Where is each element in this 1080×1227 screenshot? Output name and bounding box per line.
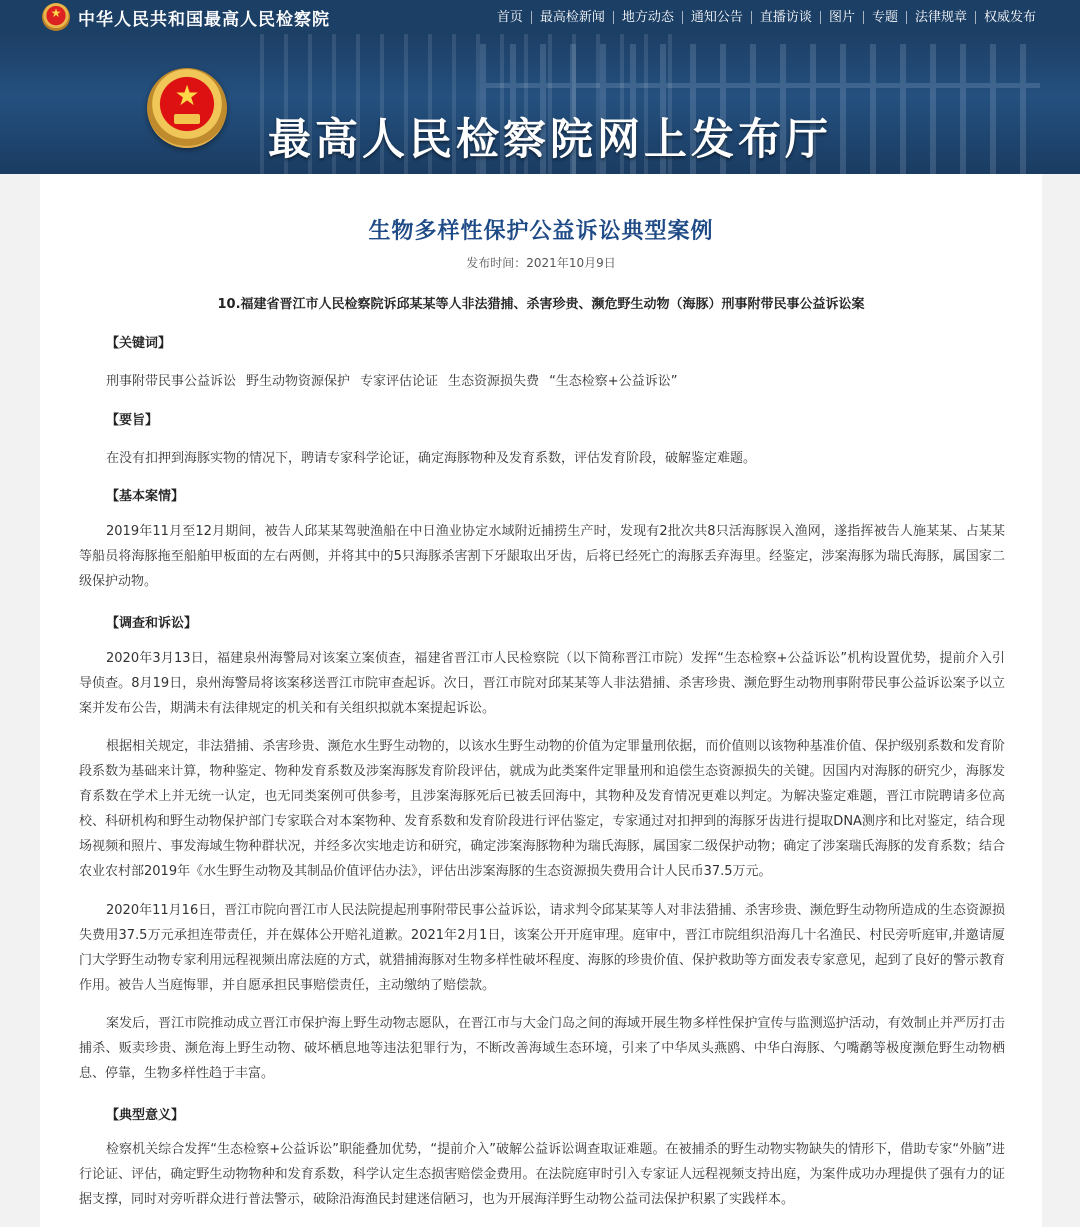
gist-heading: 【要旨】 xyxy=(106,413,159,428)
procuratorate-emblem-icon xyxy=(42,3,70,31)
gist-text: 在没有扣押到海豚实物的情况下，聘请专家科学论证，确定海豚物种及发育系数，评估发育阶段，破解鉴定难题。 xyxy=(106,451,757,466)
publish-date xyxy=(40,254,1042,271)
facts-paragraph: 2019年11月至12月期间，被告人邱某某驾驶渔船在中日渔业协定水域附近捕捞生产时，发现有2批次共8只活海豚误入渔网，遂指挥被告人施某某、占某某等船员将海豚拖至船舶甲板面的左右两侧，并将其中的5只海豚杀害割下牙龈取出牙齿，后将已经死亡的海豚丢弃海里。经鉴定，涉案海豚为瑞氏海豚，属国家二级保护动物。 xyxy=(79,524,1005,589)
investigation-paragraph-4: 案发后，晋江市院推动成立晋江市保护海上野生动物志愿队，在晋江市与大金门岛之间的海域开展生物多样性保护宣传与监测巡护活动，有效制止并严厉打击捕杀、贩卖珍贵、濒危海上野生动物、破坏栖息地等违法犯罪行为，不断改善海域生态环境，引来了中华凤头燕鸥、中华白海豚、勺嘴鹬等极度濒危野生动物栖息、停靠，生物多样性趋于丰富。 xyxy=(79,1016,1005,1081)
nav-item-laws[interactable]: 法律规章 xyxy=(907,11,976,24)
publish-date-label: 发布时间： xyxy=(466,256,527,270)
keyword-item: “生态检察+公益诉讼” xyxy=(549,374,678,389)
nav-item-local[interactable]: 地方动态 xyxy=(614,11,683,24)
nav-item-releases[interactable]: 权威发布 xyxy=(983,9,1036,25)
banner xyxy=(0,34,1080,174)
banner-emblem-icon xyxy=(147,68,227,148)
case-title: 10.福建省晋江市人民检察院诉邱某某等人非法猎捕、杀害珍贵、濒危野生动物（海豚）刑事附带民事公益诉讼案 xyxy=(217,297,865,312)
top-nav-bar xyxy=(0,0,1080,34)
publish-date-value: 2021年10月9日 xyxy=(526,256,616,270)
significance-heading: 【典型意义】 xyxy=(106,1108,185,1123)
banner-title: 最高人民检察院网上发布厅 xyxy=(268,115,832,165)
nav-item-news[interactable]: 最高检新闻 xyxy=(532,11,614,24)
keyword-item: 野生动物资源保护 xyxy=(246,374,351,389)
investigation-paragraph-2: 根据相关规定，非法猎捕、杀害珍贵、濒危水生野生动物的，以该水生野生动物的价值为定罪量刑依据，而价值则以该物种基准价值、保护级别系数和发育阶段系数为基础来计算，物种鉴定、物种发育系数及涉案海豚发育阶段评估，就成为此类案件定罪量刑和追偿生态资源损失的关键。因国内对海豚的研究少，海豚发育系数在学术上并无统一认定，也无同类案例可供参考，且涉案海豚死后已被丢回海中，其物种及发育情况更难以判定。为解决鉴定难题，晋江市院聘请多位高校、科研机构和野生动物保护部门专家联合对本案物种、发育系数和发育阶段进行评估鉴定，专家通过对扣押到的海豚牙齿进行提取DNA测序和比对鉴定，结合现场视频和照片、事发海域生物种群状况，并经多次实地走访和研究，确定涉案海豚物种为瑞氏海豚，属国家二级保护动物；确定了涉案瑞氏海豚的发育系数；结合农业农村部2019年《水生野生动物及其制品价值评估办法》，评估出涉案海豚的生态资源损失费用合计人民币37.5万元。 xyxy=(79,739,1005,879)
main-nav xyxy=(489,11,1036,24)
keyword-item: 刑事附带民事公益诉讼 xyxy=(106,374,237,389)
nav-item-pictures[interactable]: 图片 xyxy=(821,11,864,24)
site-brand[interactable] xyxy=(42,3,330,31)
keywords-list xyxy=(106,370,677,389)
keyword-item: 专家评估论证 xyxy=(360,374,439,389)
nav-item-topics[interactable]: 专题 xyxy=(864,11,907,24)
facts-heading: 【基本案情】 xyxy=(106,489,185,504)
keyword-item: 生态资源损失费 xyxy=(448,374,540,389)
article-panel xyxy=(40,174,1042,1227)
article-title: 生物多样性保护公益诉讼典型案例 xyxy=(368,219,714,244)
nav-item-live[interactable]: 直播访谈 xyxy=(752,11,821,24)
nav-item-notices[interactable]: 通知公告 xyxy=(683,11,752,24)
investigation-heading: 【调查和诉讼】 xyxy=(106,616,198,631)
investigation-paragraph-3: 2020年11月16日，晋江市院向晋江市人民法院提起刑事附带民事公益诉讼，请求判令邱某某等人对非法猎捕、杀害珍贵、濒危野生动物所造成的生态资源损失费用37.5万元承担连带责任，并在媒体公开赔礼道歉。2021年2月1日，该案公开开庭审理。庭审中，晋江市院组织沿海几十名渔民、村民旁听庭审,并邀请厦门大学野生动物专家利用远程视频出席法庭的方式，就猎捕海豚对生物多样性破坏程度、海豚的珍贵价值、保护救助等方面发表专家意见，起到了良好的警示教育作用。被告人当庭悔罪，并自愿承担民事赔偿责任，主动缴纳了赔偿款。 xyxy=(79,903,1005,993)
keywords-heading: 【关键词】 xyxy=(106,336,172,351)
nav-item-home[interactable]: 首页 xyxy=(489,11,532,24)
significance-paragraph: 检察机关综合发挥“生态检察+公益诉讼”职能叠加优势，“提前介入”破解公益诉讼调查取证难题。在被捕杀的野生动物实物缺失的情形下，借助专家“外脑”进行论证、评估，确定野生动物物种和发育系数，科学认定生态损害赔偿金费用。在法院庭审时引入专家证人远程视频支持出庭，为案件成功办理提供了强有力的证据支撑，同时对旁听群众进行普法警示，破除沿海渔民封建迷信陋习，也为开展海洋野生动物公益司法保护积累了实践样本。 xyxy=(79,1142,1005,1207)
site-name: 中华人民共和国最高人民检察院 xyxy=(78,9,330,30)
investigation-paragraph-1: 2020年3月13日，福建泉州海警局对该案立案侦查，福建省晋江市人民检察院（以下简称晋江市院）发挥“生态检察+公益诉讼”机构设置优势，提前介入引导侦查。8月19日，泉州海警局将该案移送晋江市院审查起诉。次日，晋江市院对邱某某等人非法猎捕、杀害珍贵、濒危野生动物刑事附带民事公益诉讼案予以立案并发布公告，期满未有法律规定的机关和有关组织拟就本案提起诉讼。 xyxy=(79,651,1005,716)
